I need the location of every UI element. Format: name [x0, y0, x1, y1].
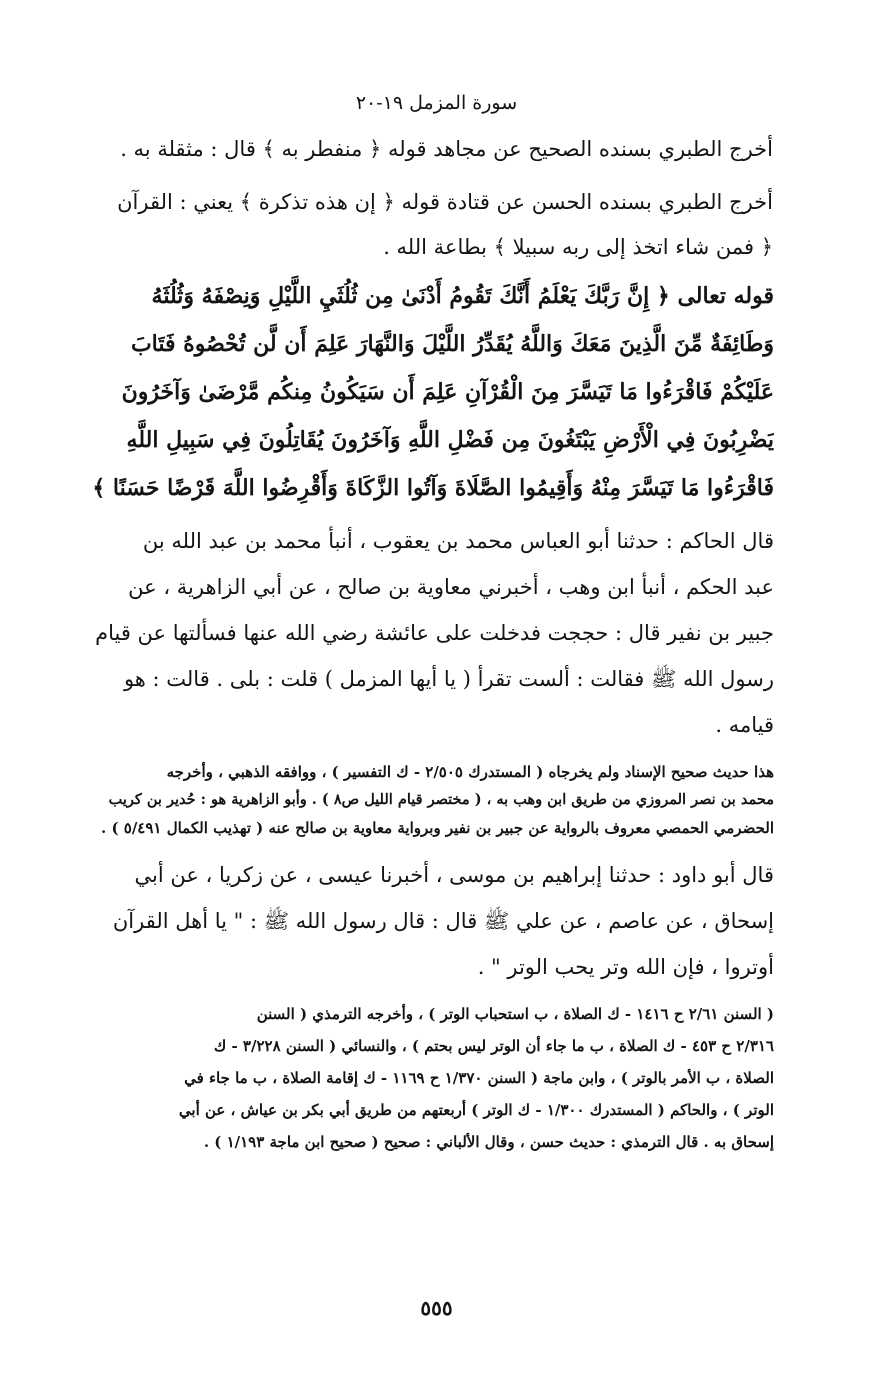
text-line: قيامه .: [715, 713, 774, 737]
text-line: أخرج الطبري بسنده الحسن عن قتادة قوله ﴿ إن هذه تذكرة ﴾ يعني : القرآن: [117, 190, 773, 214]
text-line: أخرج الطبري بسنده الصحيح عن مجاهد قوله ﴿ منفطر به ﴾ قال : مثقلة به .: [120, 137, 773, 161]
page-header-surah-title: سورة المزمل ١٩-٢٠: [355, 92, 518, 114]
text-line: قال الحاكم : حدثنا أبو العباس محمد بن يعقوب ، أنبأ محمد بن عبد الله بن: [142, 529, 774, 553]
paragraph-tabari-mujahid: [98, 128, 773, 170]
paragraph-tabari-qatada: [95, 180, 773, 270]
note-line: محمد بن نصر المروزي من طريق ابن وهب به ، ( مختصر قيام الليل ص٨ ) . وأبو الزاهرية هو : حُدير بن كريب: [108, 791, 774, 808]
verse-line: عَلَيْكُمْ فَاقْرَءُوا مَا تَيَسَّرَ مِنَ الْقُرْآنِ عَلِمَ أَن سَيَكُونُ مِنكُم مَّرْضَىٰ وَآخَرُونَ: [121, 379, 774, 405]
note-line: الحضرمي الحمصي معروف بالرواية عن جبير بن نفير وبرواية معاوية بن صالح عنه ( تهذيب الكمال ٥/٤٩١ ) .: [101, 819, 774, 837]
paragraph-hakim-hadith: [92, 518, 774, 748]
text-line: عبد الحكم ، أنبأ ابن وهب ، أخبرني معاوية بن صالح ، عن أبي الزاهرية ، عن: [128, 575, 774, 599]
quran-verse-al-muzzammil-20: [92, 272, 774, 512]
note-line: ( السنن ٢/٦١ ح ١٤١٦ - ك الصلاة ، ب استحباب الوتر ) ، وأخرجه الترمذي ( السنن: [256, 1005, 774, 1023]
note-line: هذا حديث صحيح الإسناد ولم يخرجاه ( المستدرك ٢/٥٠٥ - ك التفسير ) ، ووافقه الذهبي ، وأخرجه: [166, 763, 774, 781]
text-line: رسول الله ﷺ فقالت : ألست تقرأ ( يا أيها المزمل ) قلت : بلى . قالت : هو: [123, 667, 774, 691]
paragraph-abu-dawud-hadith: [92, 852, 774, 990]
footnote-hakim-takhrij: [92, 758, 774, 842]
note-line: إسحاق به . قال الترمذي : حديث حسن ، وقال الألباني : صحيح ( صحيح ابن ماجة ١/١٩٣ ) .: [203, 1133, 774, 1151]
page-number: ٥٥٥: [420, 1296, 453, 1320]
verse-line: فَاقْرَءُوا مَا تَيَسَّرَ مِنْهُ وَأَقِيمُوا الصَّلَاةَ وَآتُوا الزَّكَاةَ وَأَقْرِضُوا اللَّهَ قَرْضًا حَسَنًا ﴾: [92, 475, 774, 501]
text-line: إسحاق ، عن عاصم ، عن علي ﷺ قال : قال رسول الله ﷺ : " يا أهل القرآن: [112, 909, 774, 933]
note-line: الوتر ) ، والحاكم ( المستدرك ١/٣٠٠ - ك الوتر ) أربعتهم من طريق أبي بكر بن عياش ، عن أبي: [178, 1101, 774, 1119]
text-line: أوتروا ، فإن الله وتر يحب الوتر " .: [477, 955, 774, 979]
note-line: ٢/٣١٦ ح ٤٥٣ - ك الصلاة ، ب ما جاء أن الوتر ليس بحتم ) ، والنسائي ( السنن ٣/٢٢٨ - ك: [213, 1037, 774, 1055]
note-line: الصلاة ، ب الأمر بالوتر ) ، وابن ماجة ( السنن ١/٣٧٠ ح ١١٦٩ - ك إقامة الصلاة ، ب ما جاء في: [184, 1069, 774, 1087]
verse-line: يَضْرِبُونَ فِي الْأَرْضِ يَبْتَغُونَ مِن فَضْلِ اللَّهِ وَآخَرُونَ يُقَاتِلُونَ فِي سَبِيلِ اللَّهِ: [126, 427, 774, 453]
verse-line: وَطَائِفَةٌ مِّنَ الَّذِينَ مَعَكَ وَاللَّهُ يُقَدِّرُ اللَّيْلَ وَالنَّهَارَ عَلِمَ أَن لَّن تُحْصُوهُ فَتَابَ: [130, 331, 774, 357]
text-line: ﴿ فمن شاء اتخذ إلى ربه سبيلا ﴾ بطاعة الله .: [383, 235, 773, 259]
footnote-abu-dawud-takhrij: [92, 998, 774, 1158]
verse-line: قوله تعالى ﴿ إِنَّ رَبَّكَ يَعْلَمُ أَنَّكَ تَقُومُ أَدْنَىٰ مِن ثُلُثَيِ اللَّيْلِ وَنِصْفَهُ وَثُلُثَهُ: [151, 283, 774, 309]
text-line: قال أبو داود : حدثنا إبراهيم بن موسى ، أخبرنا عيسى ، عن زكريا ، عن أبي: [134, 863, 774, 887]
text-line: جبير بن نفير قال : حججت فدخلت على عائشة رضي الله عنها فسألتها عن قيام: [95, 621, 774, 645]
